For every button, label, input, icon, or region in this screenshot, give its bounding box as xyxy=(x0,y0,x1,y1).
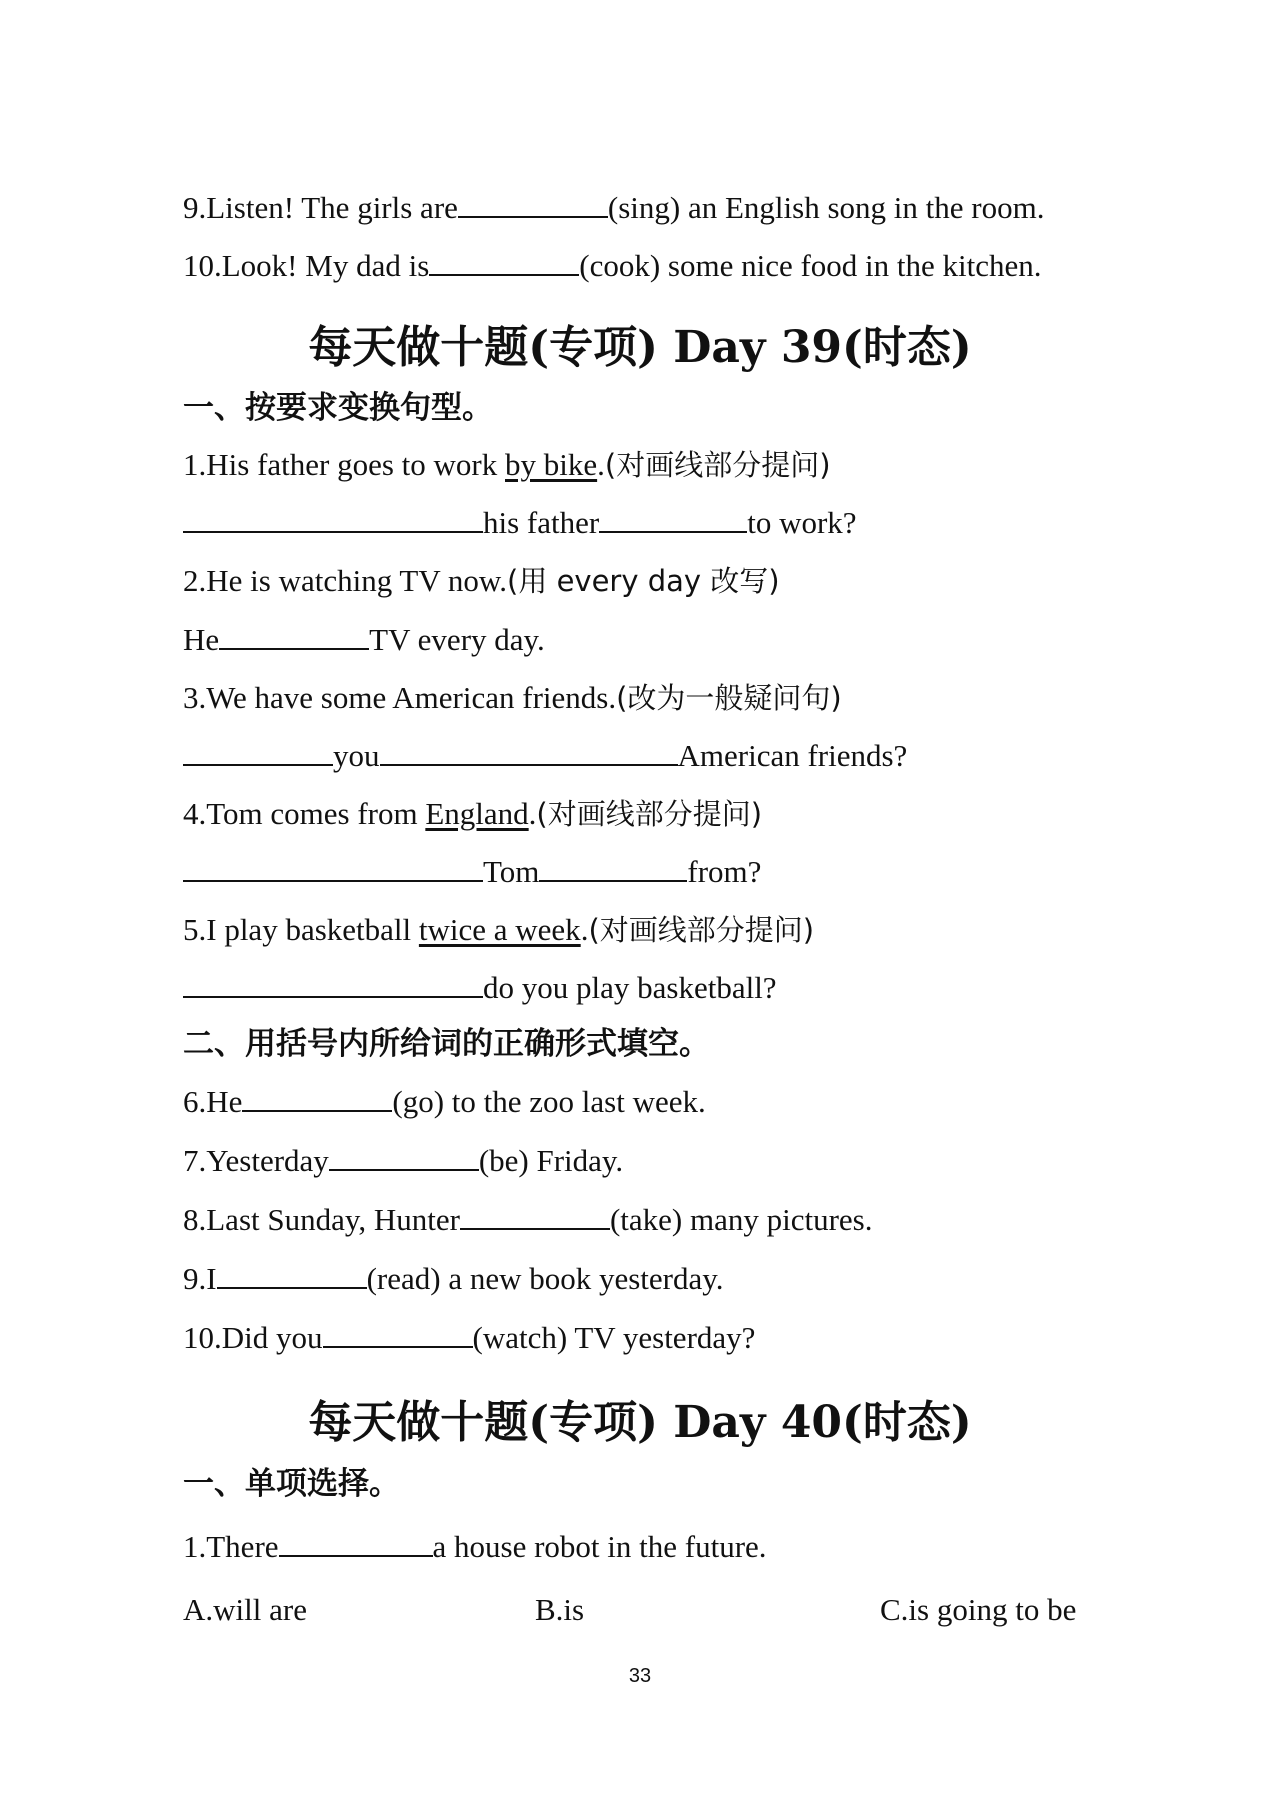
day39-question-6: 6.He (go) to the zoo last week. xyxy=(183,1084,706,1119)
question-9-top: 9.Listen! The girls are (sing) an English song in the room. xyxy=(183,190,1045,225)
question-10-top: 10.Look! My dad is (cook) some nice food in the kitchen. xyxy=(183,248,1042,283)
underlined-part: twice a week xyxy=(418,912,581,947)
answer-blank[interactable] xyxy=(183,503,483,533)
answer-blank[interactable] xyxy=(183,736,333,766)
underlined-part: by bike xyxy=(505,447,598,482)
answer-blank[interactable] xyxy=(458,188,608,218)
day39-answer-5: do you play basketball? xyxy=(183,968,1220,1008)
day40-section1-heading: 一、单项选择。 xyxy=(183,1466,400,1502)
day39-title: 每天做十题(专项) Day 39(时态) xyxy=(308,322,972,373)
day39-question-10: 10.Did you (watch) TV yesterday? xyxy=(183,1320,756,1355)
answer-blank[interactable] xyxy=(183,852,483,882)
day39-section1-heading: 一、按要求变换句型。 xyxy=(183,390,493,426)
day39-answer-3: you American friends? xyxy=(183,736,1220,776)
answer-blank[interactable] xyxy=(279,1527,433,1557)
option-b[interactable]: B.is xyxy=(535,1592,585,1627)
day39-question-2: 2.He is watching TV now.(用 every day 改写) xyxy=(183,563,780,598)
day39-question-8: 8.Last Sunday, Hunter (take) many pictures. xyxy=(183,1202,873,1237)
day39-question-9: 9.I (read) a new book yesterday. xyxy=(183,1261,724,1296)
option-a[interactable]: A.will are xyxy=(183,1592,307,1627)
answer-blank[interactable] xyxy=(539,852,687,882)
answer-blank[interactable] xyxy=(429,246,579,276)
answer-blank[interactable] xyxy=(219,620,369,650)
day39-question-4: 4.Tom comes from England.(对画线部分提问) xyxy=(183,796,763,831)
answer-blank[interactable] xyxy=(217,1259,367,1289)
answer-blank[interactable] xyxy=(242,1082,392,1112)
day39-answer-4: Tom from? xyxy=(183,852,1220,892)
page-number: 33 xyxy=(628,1665,652,1687)
day39-question-3: 3.We have some American friends.(改为一般疑问句) xyxy=(183,680,842,715)
answer-blank[interactable] xyxy=(380,736,678,766)
day39-question-1: 1.His father goes to work by bike.(对画线部分提问) xyxy=(183,447,831,482)
answer-blank[interactable] xyxy=(183,968,483,998)
day40-question-1: 1.There a house robot in the future. xyxy=(183,1529,767,1564)
answer-blank[interactable] xyxy=(460,1200,610,1230)
day39-section2-heading: 二、用括号内所给词的正确形式填空。 xyxy=(183,1026,710,1062)
day40-title: 每天做十题(专项) Day 40(时态) xyxy=(308,1397,972,1448)
underlined-part: England xyxy=(425,796,529,831)
answer-blank[interactable] xyxy=(323,1318,473,1348)
day39-answer-1: his father to work? xyxy=(183,503,1220,543)
day39-answer-2: He TV every day. xyxy=(183,622,545,657)
day39-question-5: 5.I play basketball twice a week.(对画线部分提问) xyxy=(183,912,815,947)
day39-question-7: 7.Yesterday (be) Friday. xyxy=(183,1143,624,1178)
answer-blank[interactable] xyxy=(599,503,747,533)
option-c[interactable]: C.is going to be xyxy=(880,1592,1077,1627)
answer-blank[interactable] xyxy=(329,1141,479,1171)
